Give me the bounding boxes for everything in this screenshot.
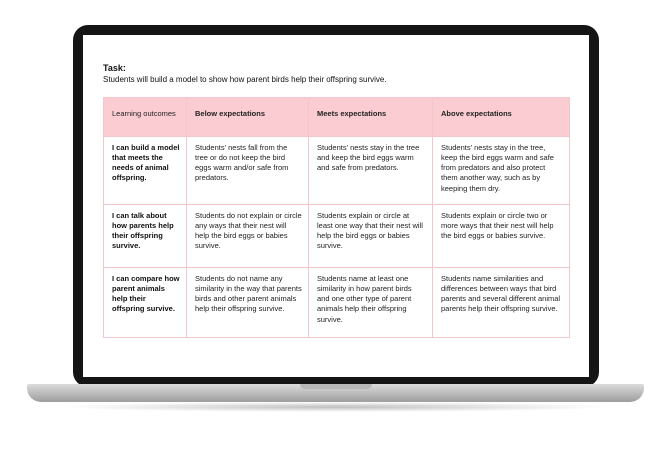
laptop-base-notch <box>300 384 372 389</box>
meets-expectations-cell: Students name at least one similarity in how parent birds and one other type of parent animals help their offspring survive. <box>309 268 433 338</box>
learning-outcome-cell: I can build a model that meets the needs of animal offspring. <box>104 137 187 205</box>
task-label: Task: <box>103 63 126 73</box>
below-expectations-cell: Students do not explain or circle any ways that their nest will help the bird eggs or babies survive. <box>187 205 309 268</box>
above-expectations-cell: Students name similarities and differences between ways that bird parents and several different animal parents help their offspring survive. <box>433 268 570 338</box>
meets-expectations-cell: Students explain or circle at least one way that their nest will help the bird eggs or babies survive. <box>309 205 433 268</box>
table-row <box>104 205 570 268</box>
learning-outcome-cell: I can compare how parent animals help their offspring survive. <box>104 268 187 338</box>
table-row <box>104 268 570 338</box>
below-expectations-cell: Students’ nests fall from the tree or do not keep the bird eggs warm and/or safe from predators. <box>187 137 309 205</box>
rubric-header-row <box>104 98 570 137</box>
learning-outcome-cell: I can talk about how parents help their offspring survive. <box>104 205 187 268</box>
meets-expectations-cell: Students’ nests stay in the tree and keep the bird eggs warm and safe from predators. <box>309 137 433 205</box>
header-above-expectations: Above expectations <box>433 98 570 137</box>
rubric-table <box>103 97 570 338</box>
header-below-expectations: Below expectations <box>187 98 309 137</box>
task-description: Students will build a model to show how parent birds help their offspring survive. <box>103 75 387 84</box>
above-expectations-cell: Students’ nests stay in the tree, keep the bird eggs warm and safe from predators and also protect them another way, such as by keeping them dry. <box>433 137 570 205</box>
laptop-shadow <box>60 402 611 412</box>
above-expectations-cell: Students explain or circle two or more ways that their nest will help the bird eggs or babies survive. <box>433 205 570 268</box>
laptop-screen <box>83 35 589 377</box>
table-row <box>104 137 570 205</box>
header-learning-outcomes: Learning outcomes <box>104 98 187 137</box>
below-expectations-cell: Students do not name any similarity in the way that parents birds and other parent animals help their offspring survive. <box>187 268 309 338</box>
header-meets-expectations: Meets expectations <box>309 98 433 137</box>
